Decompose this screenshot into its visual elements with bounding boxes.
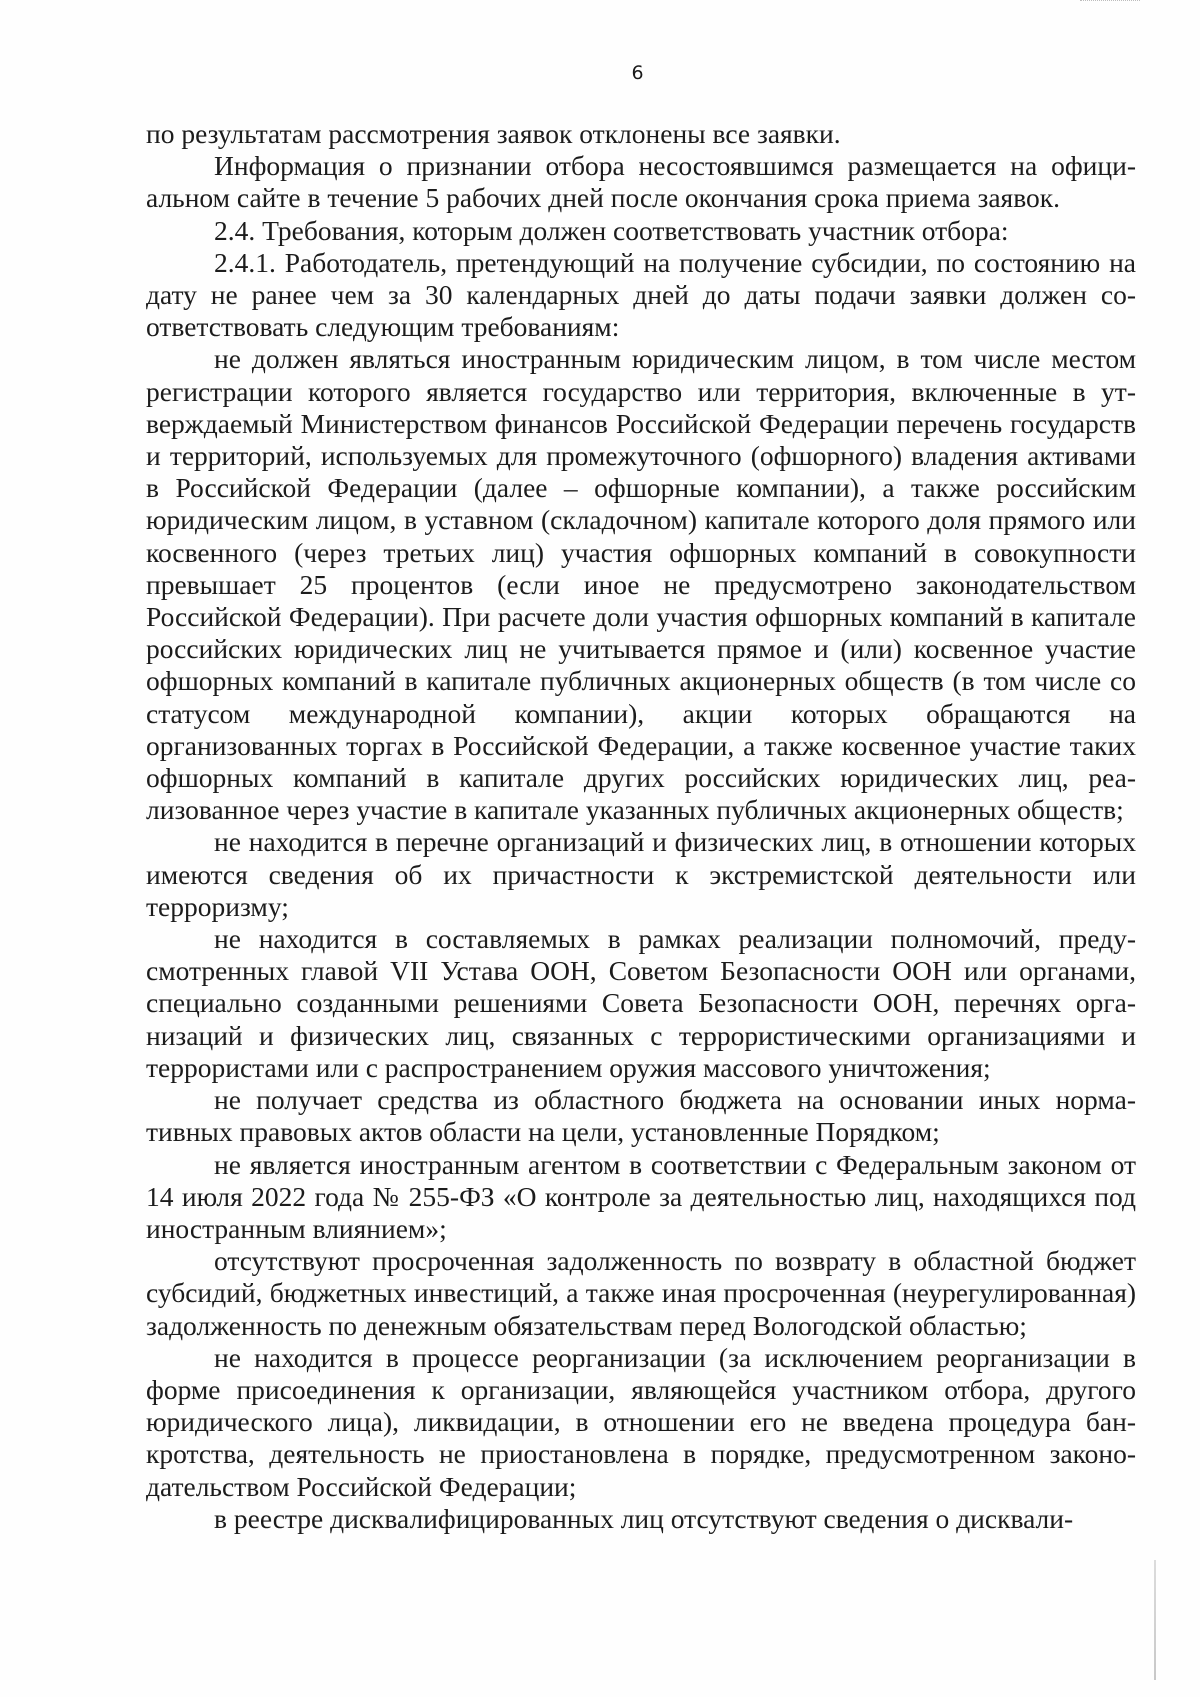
paragraph: Информация о признании отбора несостоявшимся размещается на официальном сайте в течение 5 рабочих дней после окончания срока приема заявок.: [146, 150, 1136, 214]
page-number: 6: [631, 62, 644, 84]
paragraph: 2.4. Требования, которым должен соответствовать участник отбора:: [214, 214, 1009, 246]
paragraph: не получает средства из областного бюджета на основании иных нормативных правовых актов области на цели, установленные Порядком;: [146, 1084, 1136, 1148]
paragraph: не должен являться иностранным юридическим лицом, в том числе местом регистрации которого является государство или территория, включенные в утверждаемый Министерством финансов Российской Федерации перечень государств и территорий, используемых для промежуточного (офшорного) владения активами в Российской Федерации (далее – офшорные компании), а также российским юридическим лицом, в уставном (складочном) капитале которого доля прямого или косвенного (через третьих лиц) участия офшорных компаний в совокупности превышает 25 процентов (если иное не предусмотрено законодательством Российской Федерации). При расчете доли участия офшорных компаний в капитале российских юридических лиц не учитывается прямое и (или) косвенное участие офшорных компаний в капитале публичных акционерных обществ (в том числе со статусом международной компании), акции которых обращаются на организованных торгах в Российской Федерации, а также косвенное участие таких офшорных компаний в капитале других российских юридических лиц, реализованное через участие в капитале указанных публичных акционерных обществ;: [146, 343, 1136, 826]
paragraph: по результатам рассмотрения заявок отклонены все заявки.: [146, 118, 841, 149]
scan-artifact: [1154, 1560, 1156, 1680]
paragraph: не находится в составляемых в рамках реализации полномочий, предусмотренных главой VII Устава ООН, Советом Безопасности ООН или органами, специально созданными решениями Совета Безопасности ООН, перечнях организаций и физических лиц, связанных с террористическими организациями и террористами или с распространением оружия массового уничтожения;: [146, 923, 1136, 1083]
paragraph: в реестре дисквалифицированных лиц отсутствуют сведения о дисквали-: [214, 1502, 1074, 1534]
paragraph: 2.4.1. Работодатель, претендующий на получение субсидии, по состоянию на дату не ранее чем за 30 календарных дней до даты подачи заявки должен соответствовать следующим требованиям:: [146, 246, 1136, 343]
paragraph: не является иностранным агентом в соответствии с Федеральным законом от 14 июля 2022 года № 255-ФЗ «О контроле за деятельностью лиц, находящихся под иностранным влиянием»;: [146, 1148, 1136, 1244]
paragraph: не находится в перечне организаций и физических лиц, в отношении которых имеются сведения об их причастности к экстремистской деятельности или терроризму;: [146, 826, 1136, 922]
document-body: [146, 118, 1136, 1535]
scan-artifact: [1080, 0, 1140, 5]
paragraph: не находится в процессе реорганизации (за исключением реорганизации в форме присоединения к организации, являющейся участником отбора, другого юридического лица), ликвидации, в отношении его не введена процедура банкротства, деятельность не приостановлена в порядке, предусмотренном законодательством Российской Федерации;: [146, 1341, 1136, 1502]
paragraph: отсутствуют просроченная задолженность по возврату в областной бюджет субсидий, бюджетных инвестиций, а также иная просроченная (неурегулированная) задолженность по денежным обязательствам перед Вологодской областью;: [146, 1245, 1136, 1341]
